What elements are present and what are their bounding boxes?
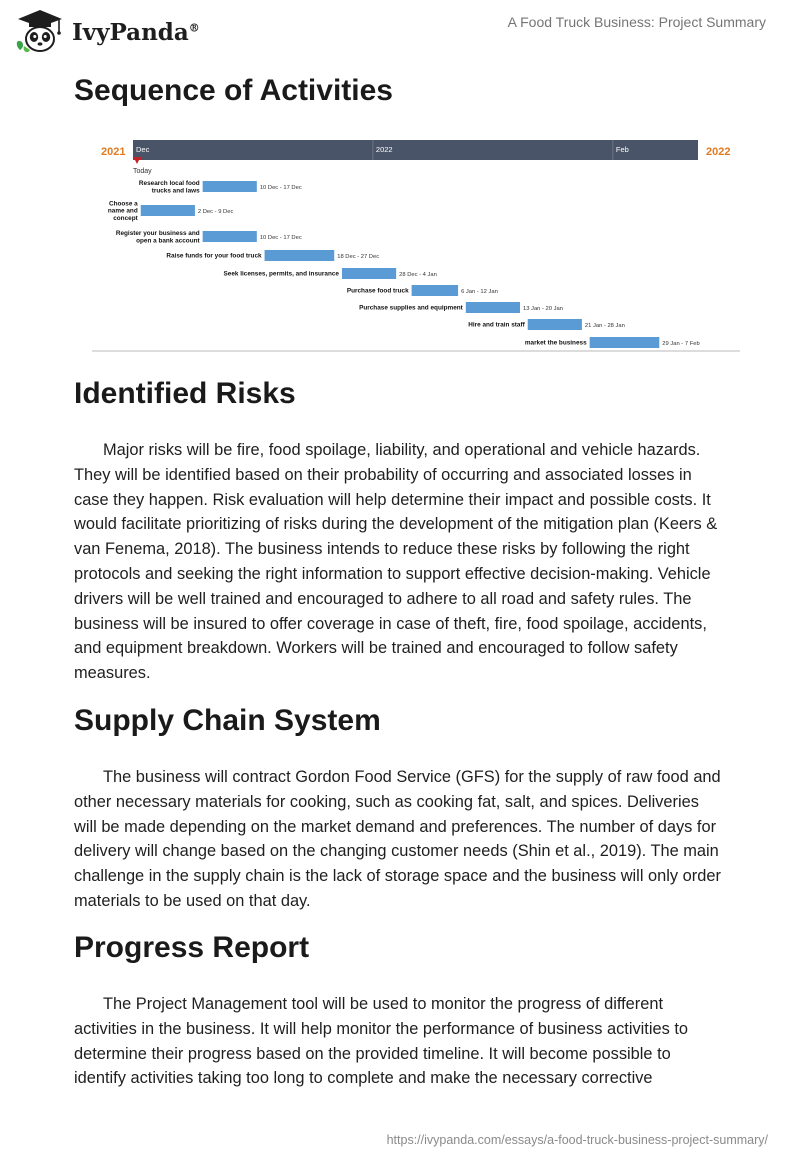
task-name-line: Register your business and xyxy=(115,230,200,238)
task-date-range: 10 Dec - 17 Dec xyxy=(259,235,302,241)
today-pointer-icon xyxy=(135,160,139,164)
task-name-label xyxy=(224,271,340,278)
task-name-line: Choose a xyxy=(108,200,138,208)
task-bar xyxy=(412,285,458,296)
task-name-label xyxy=(139,180,200,194)
task-bar xyxy=(466,302,520,313)
task-bar xyxy=(528,319,582,330)
task-bar xyxy=(342,268,396,279)
task-name-line: Purchase food truck xyxy=(346,287,409,295)
timeline-month-label: 2022 xyxy=(375,145,393,154)
ivypanda-logo[interactable] xyxy=(14,8,200,54)
task-name-label xyxy=(347,288,409,295)
task-date-range: 18 Dec - 27 Dec xyxy=(337,254,380,260)
task-name-line: market the business xyxy=(524,339,587,347)
task-name-line: Purchase supplies and equipment xyxy=(359,304,463,312)
page-header xyxy=(0,0,800,60)
source-url-link[interactable]: https://ivypanda.com/essays/a-food-truck-business-project-summary/ xyxy=(386,1133,768,1147)
panda-graduate-icon xyxy=(14,8,66,54)
task-bar xyxy=(141,205,195,216)
task-name-line: concept xyxy=(113,214,138,222)
task-bar xyxy=(203,181,257,192)
task-name-label xyxy=(108,201,139,222)
task-bar xyxy=(265,250,335,261)
task-name-label xyxy=(116,230,201,244)
timeline-bar xyxy=(133,140,698,160)
task-date-range: 2 Dec - 9 Dec xyxy=(197,209,234,215)
gantt-chart xyxy=(92,132,740,354)
risks-paragraph: Major risks will be fire, food spoilage, liability, and operational and vehicle hazards. They will be identified based on their probability of occurring and associated losses in case they happen. Risk evaluation will help determine their impact and possible costs. It would facilitate prioritizing of risks during the development of the mitigation plan (Keers & van Fenema, 2018). The business intends to reduce these risks by following the right protocols and seeking the right information to support effective decision-making. Vehicle drivers will be well trained and encouraged to adhere to all road and safety rules. The business will be insured to offer coverage in case of theft, fire, food spoilage, accidents, and equipment breakdown. Workers will be trained and encouraged to follow safety measures. xyxy=(74,441,718,683)
task-date-range: 10 Dec - 17 Dec xyxy=(259,185,302,191)
task-name-label xyxy=(166,253,262,260)
task-date-range: 13 Jan - 20 Jan xyxy=(522,306,563,312)
task-name-line: Research local food xyxy=(138,180,200,188)
task-date-range: 29 Jan - 7 Feb xyxy=(662,341,700,347)
task-name-label xyxy=(359,305,464,312)
today-marker xyxy=(133,157,141,160)
task-name-line: Seek licenses, permits, and insurance xyxy=(223,270,339,278)
supply-chain-paragraph: The business will contract Gordon Food Service (GFS) for the supply of raw food and other necessary materials for cooking, such as cooking fat, salt, and spices. Deliveries will be made depending on the market demand and preferences. The number of days for delivery will change based on the changing customer needs (Shin et al., 2019). The main challenge in the supply chain is the lack of storage space and the business will only order materials to be used on that day. xyxy=(74,768,721,910)
timeline-month-label: Dec xyxy=(136,145,150,154)
today-label: Today xyxy=(133,168,152,175)
task-bar xyxy=(203,231,257,242)
section-title-progress: Progress Report xyxy=(74,931,310,964)
year-end-label: 2022 xyxy=(706,146,731,158)
task-name-label xyxy=(525,340,587,347)
task-date-range: 28 Dec - 4 Jan xyxy=(399,272,437,278)
logo-text: IvyPanda® xyxy=(72,18,200,46)
task-date-range: 21 Jan - 28 Jan xyxy=(584,323,625,329)
section-title-supply-chain: Supply Chain System xyxy=(74,704,381,737)
year-start-label: 2021 xyxy=(101,146,126,158)
progress-paragraph: The Project Management tool will be used to monitor the progress of different activities in the business. It will help monitor the performance of business activities to determine their progress based on the provided timeline. It will become possible to identify activities taking too long to complete and make the necessary corrective xyxy=(74,995,689,1088)
task-name-line: name and xyxy=(107,207,138,215)
task-name-line: Raise funds for your food truck xyxy=(166,252,262,260)
task-date-range: 6 Jan - 12 Jan xyxy=(461,289,498,295)
task-bar xyxy=(590,337,660,348)
timeline-month-label: Feb xyxy=(615,145,629,154)
task-name-line: open a bank account xyxy=(136,237,200,245)
section-title-sequence: Sequence of Activities xyxy=(74,74,393,107)
task-name-label xyxy=(468,322,525,329)
task-name-line: trucks and laws xyxy=(151,187,200,195)
document-title: A Food Truck Business: Project Summary xyxy=(507,14,766,30)
section-title-risks: Identified Risks xyxy=(74,377,296,410)
task-name-line: Hire and train staff xyxy=(468,321,525,329)
